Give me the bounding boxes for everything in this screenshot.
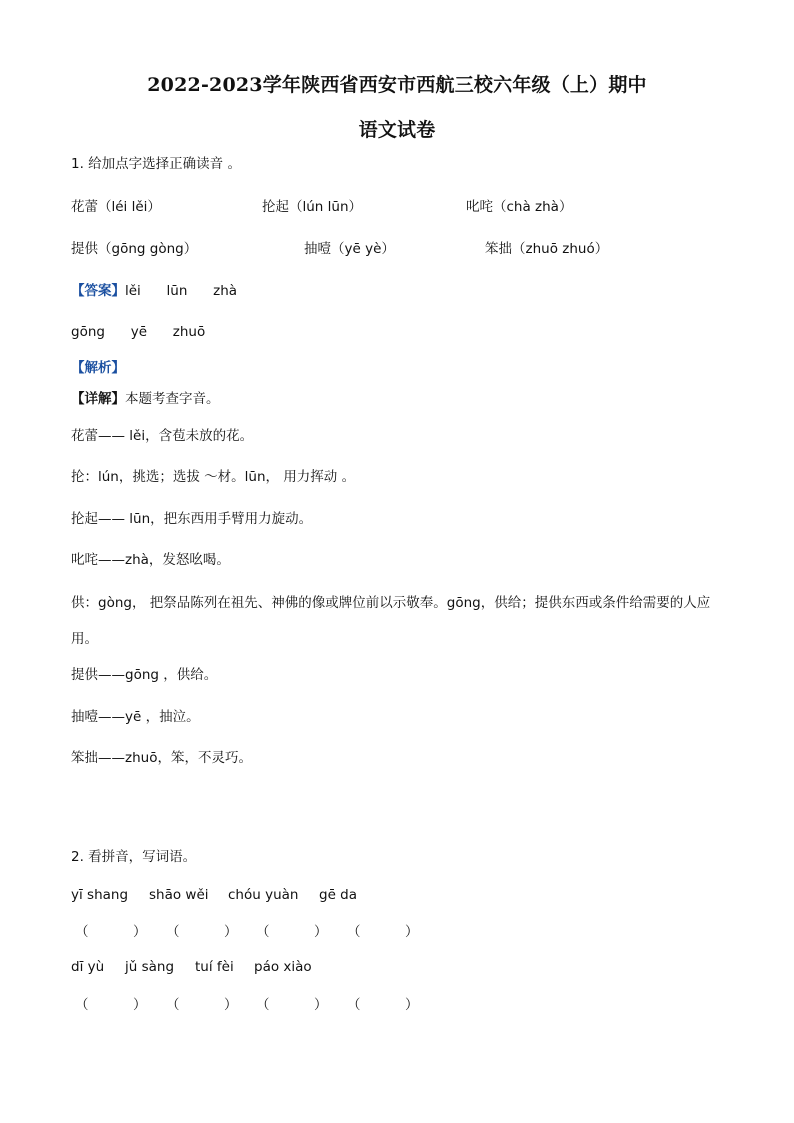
analysis-tag: 【解析】	[71, 360, 125, 376]
q2-prompt: 2. 看拼音，写词语。	[71, 849, 197, 865]
answer-line	[71, 282, 237, 300]
blank-open: （	[75, 997, 89, 1013]
blank-close: ）	[224, 997, 238, 1013]
q1-option: 抽噎（yē yè）	[304, 241, 395, 257]
blank-open: （	[347, 924, 361, 940]
blank-open: （	[347, 997, 361, 1013]
detail-line	[71, 390, 220, 408]
q1-prompt: 1. 给加点字选择正确读音 。	[71, 156, 241, 172]
q1-option: 花蕾（léi lěi）	[71, 199, 161, 215]
explanation-line: 提供——gōng ，供给。	[71, 667, 218, 683]
pinyin-word: chóu yuàn	[228, 887, 299, 903]
explanation-paragraph: 供：gòng， 把祭品陈列在祖先、神佛的像或牌位前以示敬奉。gōng，供给；提供东西或条件给需要的人应用。	[71, 595, 711, 647]
pinyin-word: gē da	[319, 887, 358, 903]
explanation-line: 抡起—— lūn，把东西用手臂用力旋动。	[71, 511, 313, 527]
explanation-line: 叱咤——zhà，发怒吆喝。	[71, 552, 230, 568]
blank-close: ）	[224, 924, 238, 940]
answer-tag: 【答案】	[71, 283, 125, 299]
pinyin-word: dī yù	[71, 959, 105, 975]
document-title: 2022-2023学年陕西省西安市西航三校六年级（上）期中	[147, 74, 647, 96]
detail-text: 本题考查字音。	[125, 391, 220, 407]
q1-option: 叱咤（chà zhà）	[466, 199, 573, 215]
document-subtitle: 语文试卷	[358, 119, 436, 141]
pinyin-word: shāo wěi	[149, 887, 209, 903]
q1-option: 提供（gōng gòng）	[71, 241, 198, 257]
blank-open: （	[75, 924, 89, 940]
blank-open: （	[166, 997, 180, 1013]
blank-close: ）	[133, 997, 147, 1013]
answer-text: lěi lūn zhà	[125, 283, 238, 299]
blank-open: （	[256, 997, 270, 1013]
explanation-line: 抡：lún，挑选；选拔 ～材。lūn， 用力挥动 。	[71, 469, 356, 485]
pinyin-word: páo xiào	[254, 959, 312, 975]
q1-option: 抡起（lún lūn）	[262, 199, 363, 215]
blank-close: ）	[405, 924, 419, 940]
pinyin-word: tuí fèi	[195, 959, 234, 975]
pinyin-word: jǔ sàng	[125, 959, 175, 975]
answer-line-2: gōng yē zhuō	[71, 324, 206, 340]
blank-close: ）	[314, 997, 328, 1013]
pinyin-word: yī shang	[71, 887, 129, 903]
blank-close: ）	[314, 924, 328, 940]
blank-open: （	[166, 924, 180, 940]
q1-option: 笨拙（zhuō zhuó）	[485, 241, 609, 257]
blank-open: （	[256, 924, 270, 940]
detail-tag: 【详解】	[71, 391, 125, 407]
blank-close: ）	[133, 924, 147, 940]
blank-close: ）	[405, 997, 419, 1013]
explanation-line: 笨拙——zhuō，笨，不灵巧。	[71, 750, 252, 766]
explanation-line: 花蕾—— lěi，含苞未放的花。	[71, 428, 254, 444]
explanation-line: 抽噎——yē ，抽泣。	[71, 709, 200, 725]
